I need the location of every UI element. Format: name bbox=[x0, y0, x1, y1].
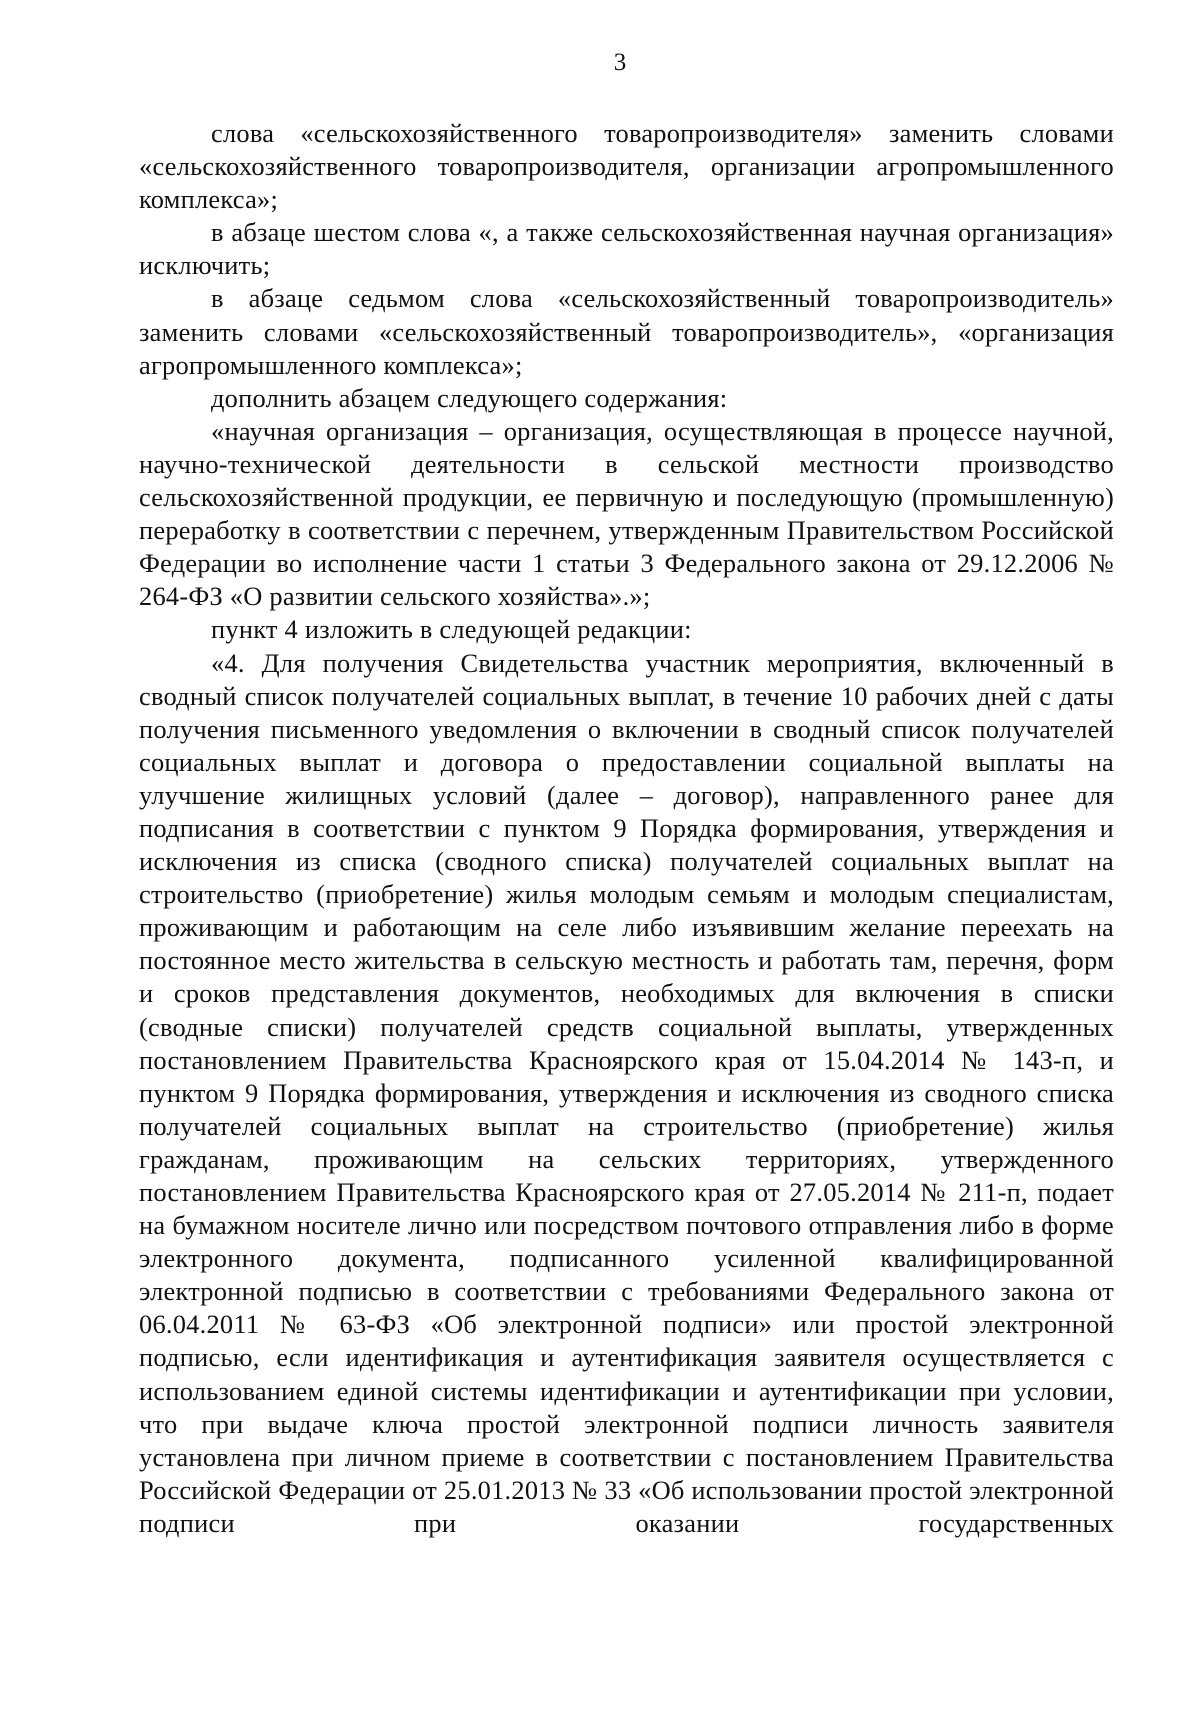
document-body bbox=[139, 117, 1114, 1540]
paragraph-add-abzats: дополнить абзацем следующего содержания: bbox=[211, 382, 728, 413]
paragraph-seventh-abzats: в абзаце седьмом слова «сельскохозяйственный товаропроизводитель» заменить словами «сельскохозяйственный товаропроизводитель», «организация агропромышленного комплекса»; bbox=[139, 283, 1114, 380]
paragraph-point-4-intro: пункт 4 изложить в следующей редакции: bbox=[211, 614, 692, 645]
paragraph-point-4-text: «4. Для получения Свидетельства участник мероприятия, включенный в сводный список получателей социальных выплат, в течение 10 рабочих дней с даты получения письменного уведомления о включении в сводный список получателей социальных выплат и договора о предоставлении социальной выплаты на улучшение жилищных условий (далее – договор), направленного ранее для подписания в соответствии с пунктом 9 Порядка формирования, утверждения и исключения из списка (сводного списка) получателей социальных выплат на строительство (приобретение) жилья молодым семьям и молодым специалистам, проживающим и работающим на селе либо изъявившим желание переехать на постоянное место жительства в сельскую местность и работать там, перечня, форм и сроков представления документов, необходимых для включения в списки (сводные списки) получателей средств социальной выплаты, утвержденных постановлением Правительства Красноярского края от 15.04.2014 № 143-п, и пунктом 9 Порядка формирования, утверждения и исключения из сводного списка получателей социальных выплат на строительство (приобретение) жилья гражданам, проживающим на сельских территориях, утвержденного постановлением Правительства Красноярского края от 27.05.2014 № 211-п, подает на бумажном носителе лично или посредством почтового отправления либо в форме электронного документа, подписанного усиленной квалифицированной электронной подписью в соответствии с требованиями Федерального закона от 06.04.2011 № 63-ФЗ «Об электронной подписи» или простой электронной подписью, если идентификация и аутентификация заявителя осуществляется с использованием единой системы идентификации и аутентификации при условии, что при выдаче ключа простой электронной подписи личность заявителя установлена при личном приеме в соответствии с постановлением Правительства Российской Федерации от 25.01.2013 № 33 «Об использовании простой электронной подписи при оказании государственных bbox=[139, 647, 1114, 1538]
page-number: 3 bbox=[613, 49, 627, 76]
paragraph-replace-words: слова «сельскохозяйственного товаропроизводителя» заменить словами «сельскохозяйственного товаропроизводителя, организации агропромышленного комплекса»; bbox=[139, 118, 1114, 215]
paragraph-scientific-organization: «научная организация – организация, осуществляющая в процессе научной, научно-технической деятельности в сельской местности производство сельскохозяйственной продукции, ее первичную и последующую (промышленную) переработку в соответствии с перечнем, утвержденным Правительством Российской Федерации во исполнение части 1 статьи 3 Федерального закона от 29.12.2006 № 264-ФЗ «О развитии сельского хозяйства».»; bbox=[139, 415, 1114, 612]
paragraph-sixth-abzats: в абзаце шестом слова «, а также сельскохозяйственная научная организация» исключить; bbox=[139, 217, 1114, 281]
